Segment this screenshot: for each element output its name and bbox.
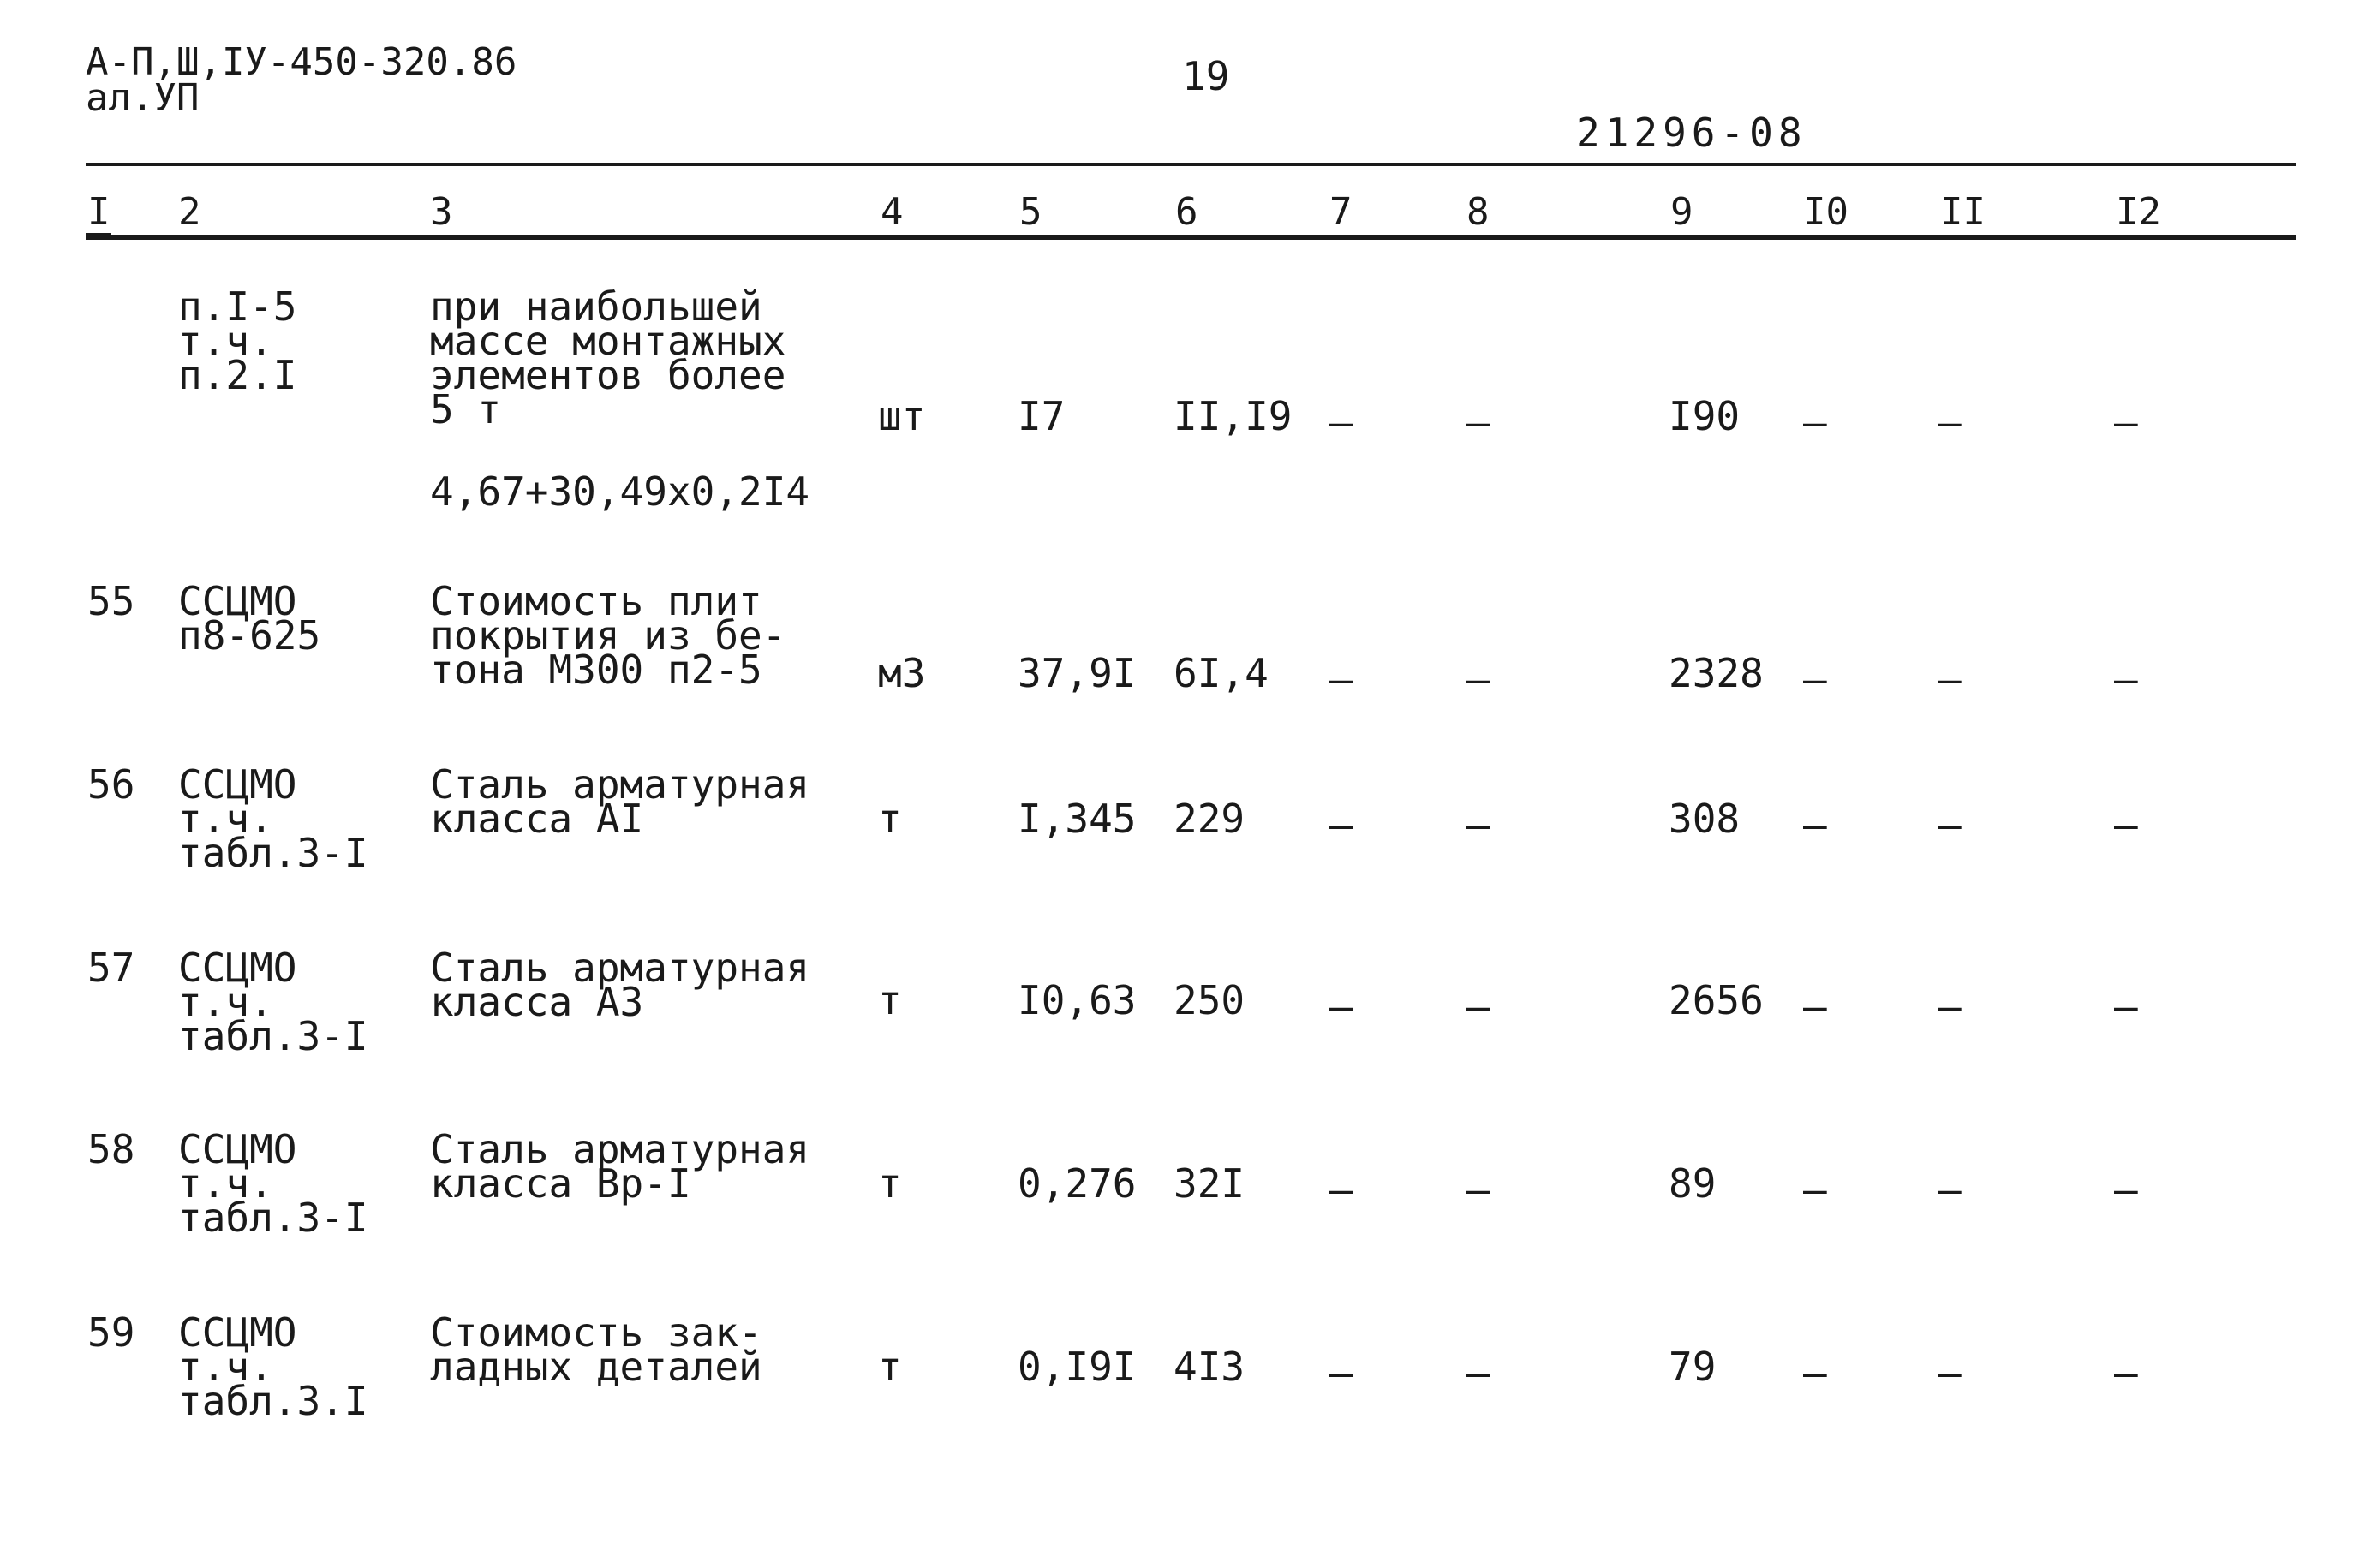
row-total: I90 bbox=[1669, 393, 1741, 439]
row-number: 56 bbox=[87, 761, 135, 808]
row-qty: 0,276 bbox=[1018, 1160, 1137, 1207]
column-header: 6 bbox=[1175, 190, 1198, 234]
row-col11: – bbox=[1938, 983, 1962, 1029]
row-col10: – bbox=[1803, 1350, 1827, 1396]
row-code: ССЦМО п8-625 bbox=[178, 578, 321, 659]
row-number: 57 bbox=[87, 945, 135, 991]
row-total: 2328 bbox=[1669, 650, 1764, 696]
row-col10: – bbox=[1803, 983, 1827, 1029]
document-reference-line1: А-П,Ш,IУ-450-320.86 bbox=[86, 40, 517, 84]
column-header: 8 bbox=[1466, 190, 1490, 234]
row-col11: – bbox=[1938, 399, 1962, 445]
row-col10: – bbox=[1803, 399, 1827, 445]
row-code: ССЦМО т.ч. табл.3.I bbox=[178, 1309, 368, 1424]
row-code: ССЦМО т.ч. табл.3-I bbox=[178, 945, 368, 1059]
column-header: 4 bbox=[881, 190, 904, 234]
row-col12: – bbox=[2114, 802, 2138, 848]
row-col12: – bbox=[2114, 656, 2138, 702]
document-code: 21296-08 bbox=[1576, 110, 1807, 156]
row-col10: – bbox=[1803, 802, 1827, 848]
row-col12: – bbox=[2114, 399, 2138, 445]
document-reference-line2: ал.УП bbox=[86, 76, 200, 120]
row-number: 59 bbox=[87, 1309, 135, 1356]
row-number: 55 bbox=[87, 578, 135, 624]
row-col12: – bbox=[2114, 1350, 2138, 1396]
row-code: ССЦМО т.ч. табл.3-I bbox=[178, 761, 368, 876]
row-col11: – bbox=[1938, 802, 1962, 848]
row-price: 250 bbox=[1174, 977, 1245, 1023]
row-qty: I7 bbox=[1018, 393, 1066, 439]
row-col8: – bbox=[1466, 1350, 1490, 1396]
row-col12: – bbox=[2114, 983, 2138, 1029]
row-description: Стоимость зак- ладных деталей bbox=[430, 1309, 762, 1390]
column-header: 7 bbox=[1329, 190, 1353, 234]
row-description: при наибольшей массе монтажных элементов более 5 т bbox=[430, 283, 786, 432]
row-price: II,I9 bbox=[1174, 393, 1293, 439]
top-rule bbox=[86, 163, 2296, 166]
row-qty: I0,63 bbox=[1018, 977, 1137, 1023]
column-header: 5 bbox=[1019, 190, 1042, 234]
row-col11: – bbox=[1938, 656, 1962, 702]
column-header: 9 bbox=[1670, 190, 1693, 234]
row-price: 32I bbox=[1174, 1160, 1245, 1207]
row-description: Сталь арматурная класса АI bbox=[430, 761, 810, 842]
row-unit: т bbox=[878, 1160, 902, 1207]
row-total: 89 bbox=[1669, 1160, 1717, 1207]
row-total: 79 bbox=[1669, 1344, 1717, 1390]
column-header: I0 bbox=[1803, 190, 1848, 234]
row-qty: 0,I9I bbox=[1018, 1344, 1137, 1390]
row-col7: – bbox=[1329, 399, 1353, 445]
row-qty: 37,9I bbox=[1018, 650, 1137, 696]
row-col12: – bbox=[2114, 1166, 2138, 1213]
row-unit: т bbox=[878, 1344, 902, 1390]
row-col11: – bbox=[1938, 1166, 1962, 1213]
row-description: Сталь арматурная класса А3 bbox=[430, 945, 810, 1025]
row-unit: т bbox=[878, 796, 902, 842]
row-col7: – bbox=[1329, 1166, 1353, 1213]
row-qty: I,345 bbox=[1018, 796, 1137, 842]
row-col10: – bbox=[1803, 1166, 1827, 1213]
row-formula: 4,67+30,49х0,2I4 bbox=[430, 468, 810, 515]
header-rule bbox=[86, 235, 2296, 240]
row-code: ССЦМО т.ч. табл.3-I bbox=[178, 1126, 368, 1241]
column-header: I bbox=[87, 190, 110, 234]
row-code: п.I-5 т.ч. п.2.I bbox=[178, 283, 297, 398]
row-col7: – bbox=[1329, 983, 1353, 1029]
row-price: 229 bbox=[1174, 796, 1245, 842]
row-price: 6I,4 bbox=[1174, 650, 1269, 696]
page-number: 19 bbox=[1182, 53, 1230, 99]
column-header: I2 bbox=[2116, 190, 2161, 234]
row-price: 4I3 bbox=[1174, 1344, 1245, 1390]
row-description: Стоимость плит покрытия из бе- тона М300 п2-5 bbox=[430, 578, 786, 693]
row-col11: – bbox=[1938, 1350, 1962, 1396]
column-header: 3 bbox=[430, 190, 453, 234]
row-col7: – bbox=[1329, 802, 1353, 848]
row-description: Сталь арматурная класса Вр-I bbox=[430, 1126, 810, 1207]
row-col8: – bbox=[1466, 1166, 1490, 1213]
row-col7: – bbox=[1329, 656, 1353, 702]
row-number: 58 bbox=[87, 1126, 135, 1172]
column-header: II bbox=[1940, 190, 1986, 234]
document-reference bbox=[86, 40, 517, 120]
row-col8: – bbox=[1466, 802, 1490, 848]
row-col8: – bbox=[1466, 399, 1490, 445]
row-col8: – bbox=[1466, 983, 1490, 1029]
row-total: 308 bbox=[1669, 796, 1741, 842]
row-col7: – bbox=[1329, 1350, 1353, 1396]
row-unit: т bbox=[878, 977, 902, 1023]
row-unit: м3 bbox=[878, 650, 926, 696]
row-unit: шт bbox=[878, 393, 926, 439]
row-total: 2656 bbox=[1669, 977, 1764, 1023]
row-col10: – bbox=[1803, 656, 1827, 702]
column-header: 2 bbox=[178, 190, 201, 234]
row-col8: – bbox=[1466, 656, 1490, 702]
